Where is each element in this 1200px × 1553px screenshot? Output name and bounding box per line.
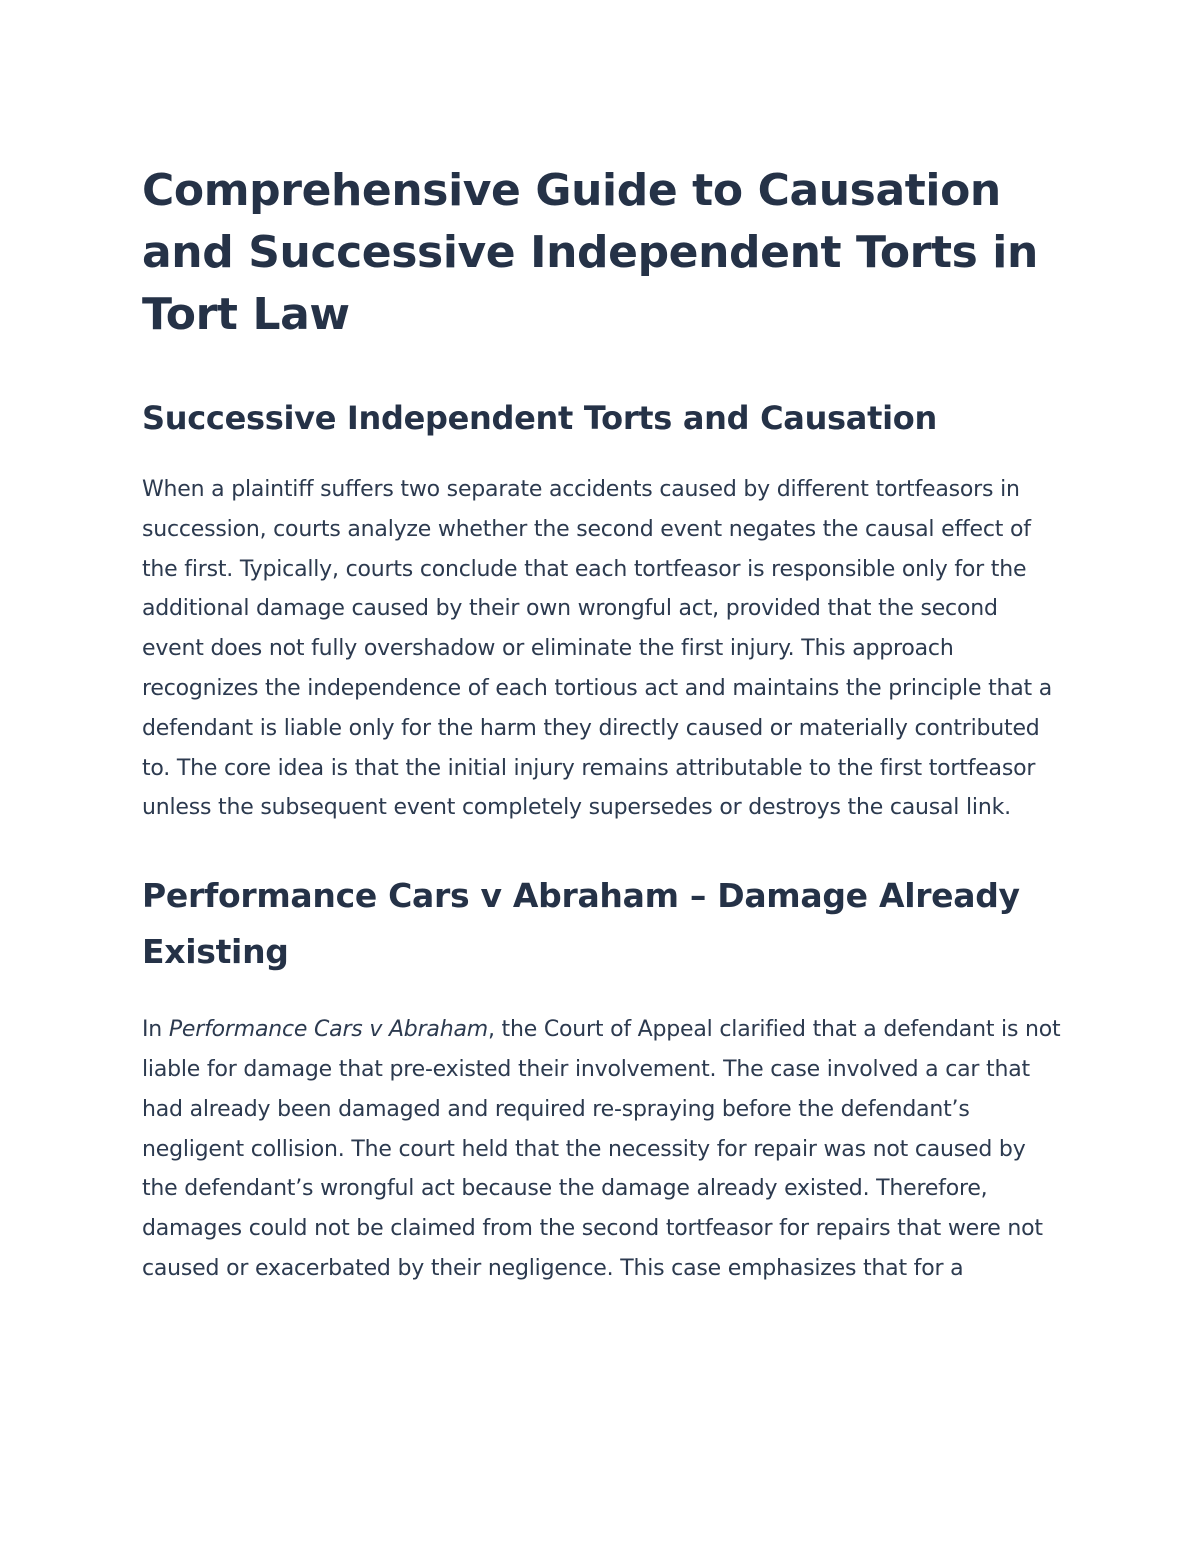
paragraph-lead-text: In bbox=[142, 1017, 169, 1043]
paragraph-rest-text: , the Court of Appeal clarified that a defendant is not liable for damage that pre-existed their involvement. The case involved a car that had already been damaged and required re-spraying before the defendant’s negligent collision. The court held that the necessity for repair was not caused by the defendant’s wrongful act because the damage already existed. Therefore, damages could not be claimed from the second tortfeasor for repairs that were not caused or exacerbated by their negligence. This case emphasizes that for a bbox=[142, 1017, 1061, 1281]
section-heading-successive-torts: Successive Independent Torts and Causation bbox=[142, 399, 937, 437]
section-paragraph-performance-cars bbox=[142, 1010, 1062, 1289]
section-heading-performance-cars: Performance Cars v Abraham – Damage Already Existing bbox=[142, 876, 1020, 972]
section-paragraph-successive-torts: When a plaintiff suffers two separate accidents caused by different tortfeasors in succession, courts analyze whether the second event negates the causal effect of the first. Typically, courts conclude that each tortfeasor is responsible only for the additional damage caused by their own wrongful act, provided that the second event does not fully overshadow or eliminate the first injury. This approach recognizes the independence of each tortious act and maintains the principle that a defendant is liable only for the harm they directly caused or materially contributed to. The core idea is that the initial injury remains attributable to the first tortfeasor unless the subsequent event completely supersedes or destroys the causal link. bbox=[142, 477, 1053, 821]
document-page bbox=[142, 160, 1062, 1289]
case-name: Performance Cars v Abraham bbox=[168, 1017, 488, 1043]
document-title: Comprehensive Guide to Causation and Successive Independent Torts in Tort Law bbox=[142, 165, 1038, 340]
